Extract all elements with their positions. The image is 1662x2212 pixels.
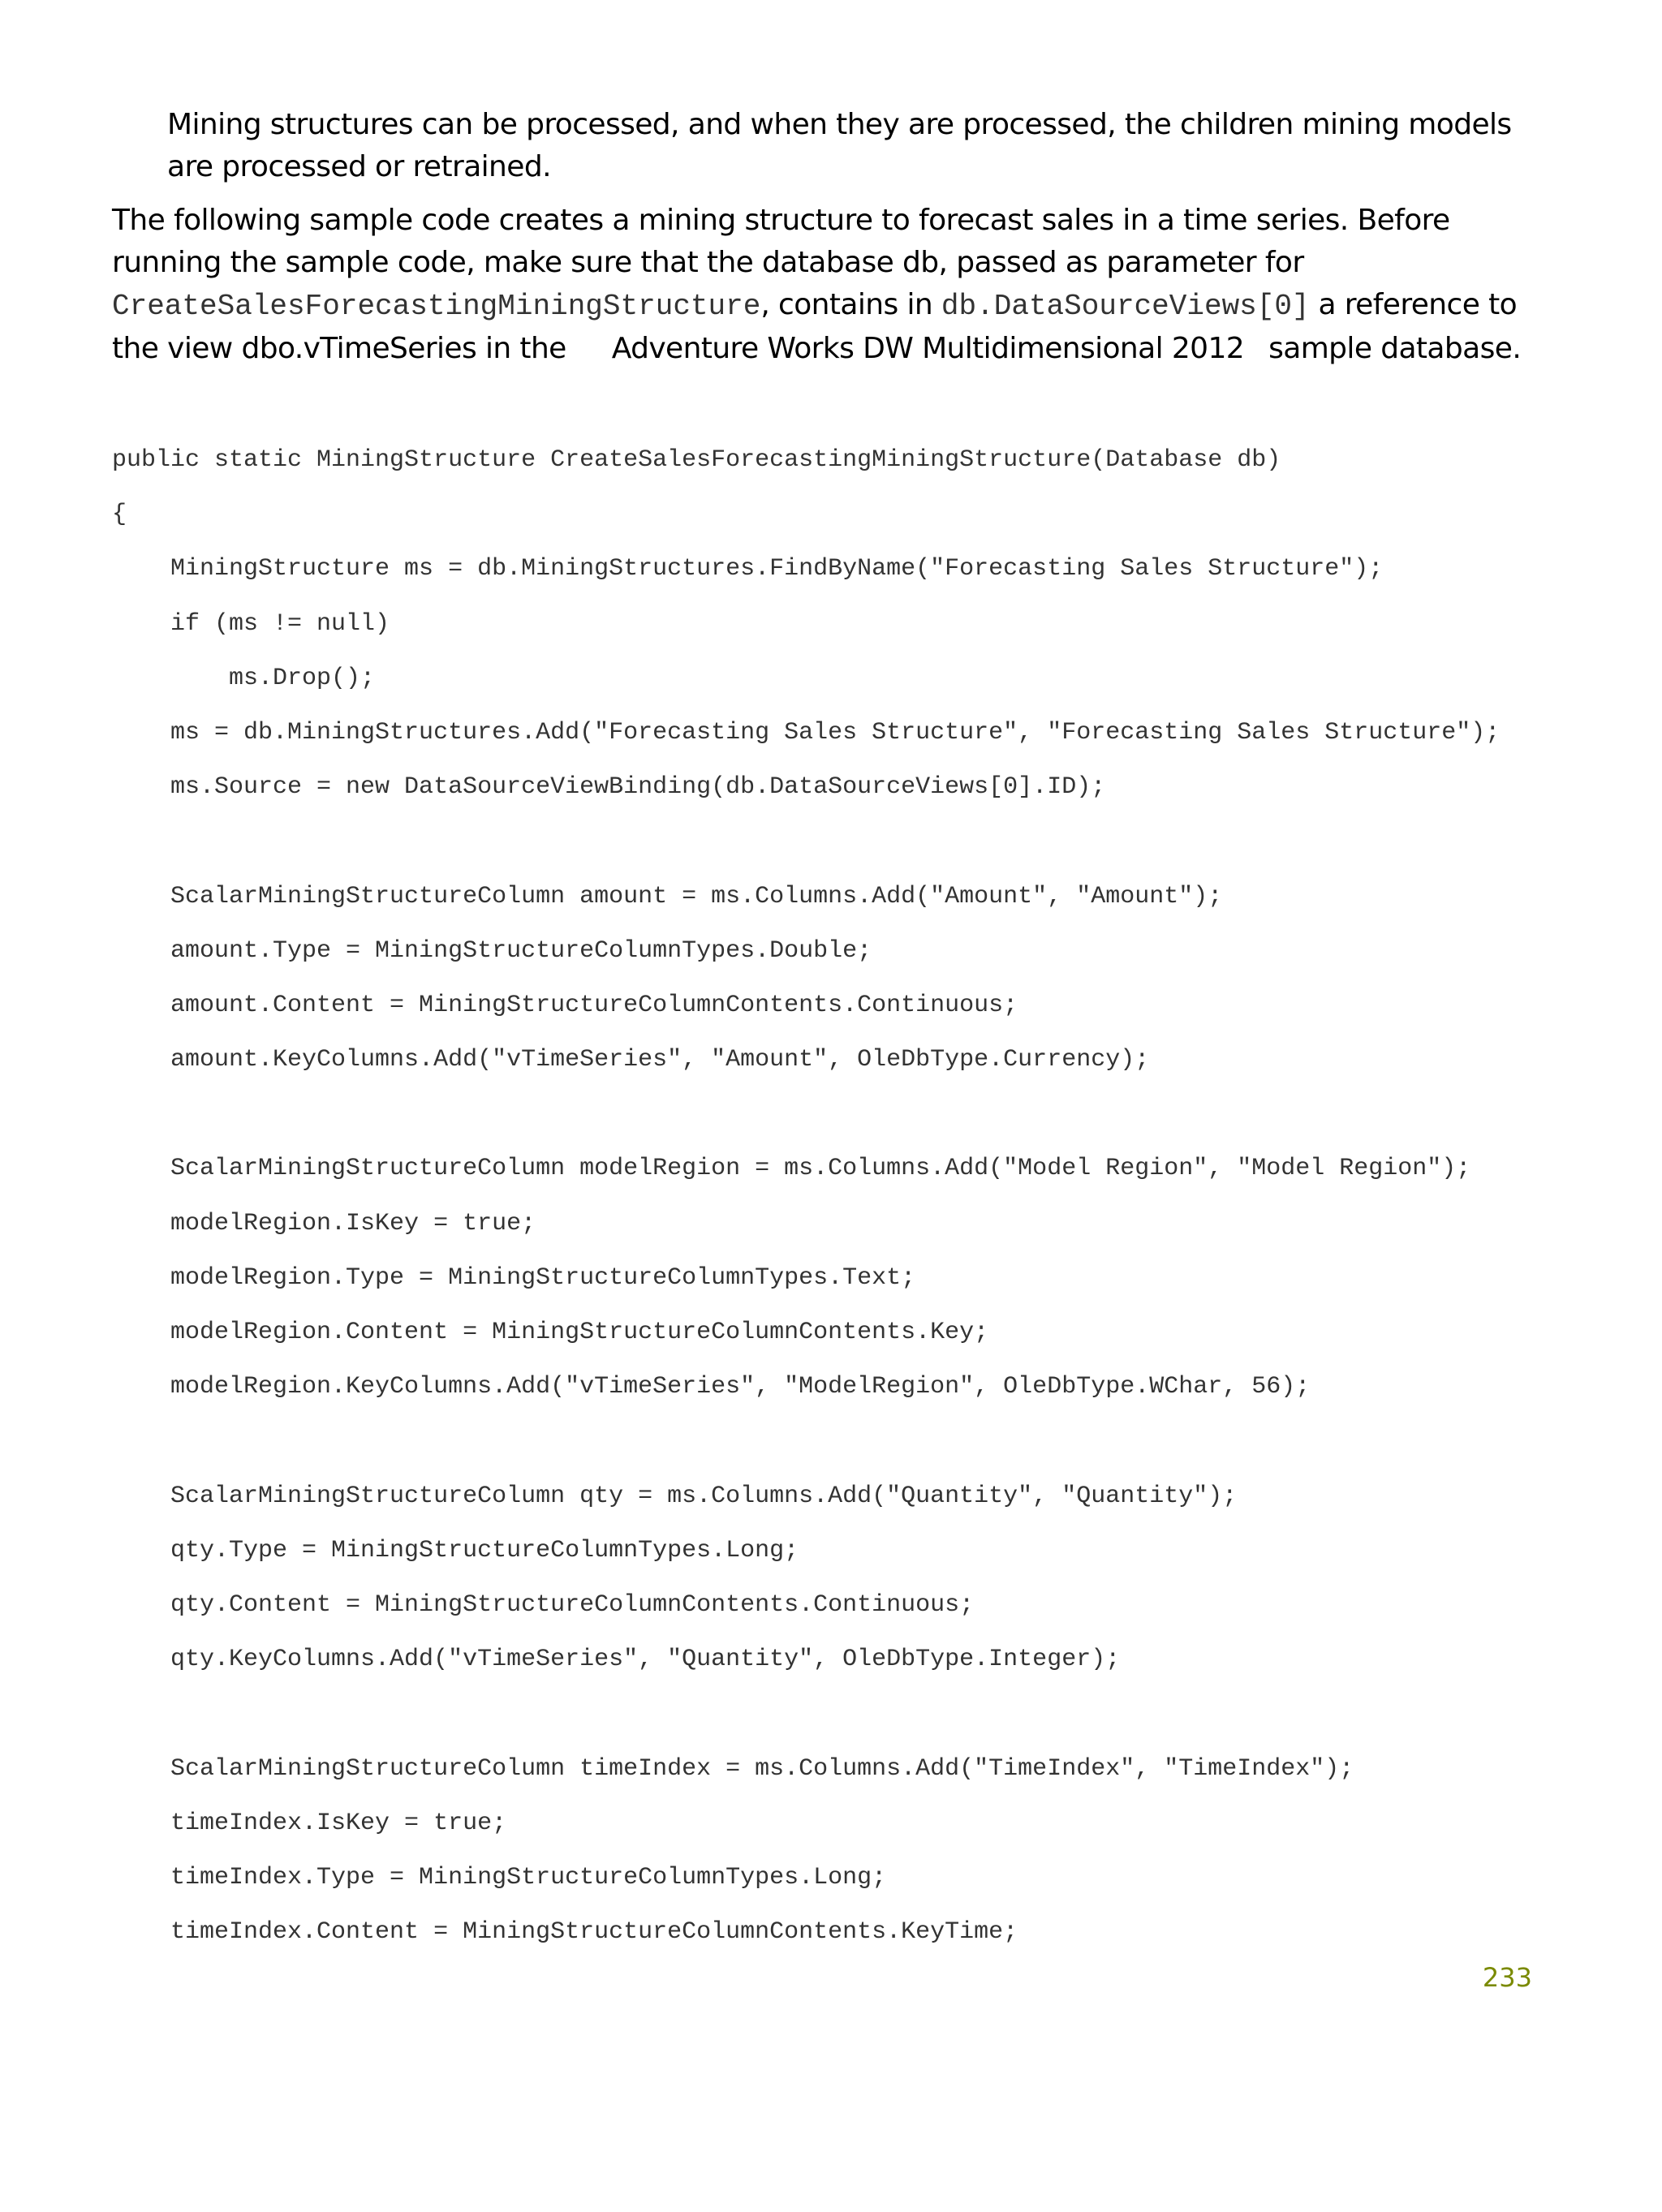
code-line: amount.Type = MiningStructureColumnTypes.Double;	[112, 936, 872, 965]
intro-paragraph	[112, 200, 1540, 370]
code-line: modelRegion.KeyColumns.Add("vTimeSeries", "ModelRegion", OleDbType.WChar, 56);	[112, 1373, 1311, 1401]
code-line: timeIndex.IsKey = true;	[112, 1809, 507, 1837]
page-number: 233	[1482, 1962, 1532, 1993]
code-line-blank	[112, 1414, 1613, 1469]
inline-code-method-name: CreateSalesForecastingMiningStructure	[112, 290, 761, 323]
code-line: ms.Source = new DataSourceViewBinding(db.DataSourceViews[0].ID);	[112, 773, 1106, 802]
processing-note-paragraph	[167, 104, 1547, 188]
processing-note-text: Mining structures can be processed, and when they are processed, the children mining models are processed or retrained.	[167, 108, 1512, 183]
code-sample-block	[112, 433, 1613, 1960]
code-line: if (ms != null)	[112, 609, 390, 638]
intro-text-part2: , contains in	[760, 288, 941, 321]
code-line: public static MiningStructure CreateSalesForecastingMiningStructure(Database db)	[112, 446, 1281, 474]
code-line: timeIndex.Type = MiningStructureColumnTypes.Long;	[112, 1863, 887, 1891]
code-line-blank	[112, 1687, 1613, 1741]
sample-database-name: Adventure Works DW Multidimensional 2012	[611, 332, 1245, 365]
code-line: qty.KeyColumns.Add("vTimeSeries", "Quantity", OleDbType.Integer);	[112, 1646, 1121, 1674]
code-line: amount.KeyColumns.Add("vTimeSeries", "Amount", OleDbType.Currency);	[112, 1046, 1150, 1074]
code-line: ScalarMiningStructureColumn timeIndex = ms.Columns.Add("TimeIndex", "TimeIndex");	[112, 1754, 1354, 1783]
code-line: MiningStructure ms = db.MiningStructures.FindByName("Forecasting Sales Structure");	[112, 555, 1384, 583]
code-line: modelRegion.Content = MiningStructureColumnContents.Key;	[112, 1319, 989, 1346]
code-line: {	[112, 501, 127, 529]
code-line: ms = db.MiningStructures.Add("Forecasting Sales Structure", "Forecasting Sales Structure");	[112, 718, 1501, 747]
code-line: timeIndex.Content = MiningStructureColumnContents.KeyTime;	[112, 1918, 1018, 1947]
code-line-blank	[112, 1087, 1613, 1142]
code-line: modelRegion.IsKey = true;	[112, 1209, 536, 1237]
inline-code-data-source-view: db.DataSourceViews[0]	[941, 290, 1310, 323]
code-line: qty.Type = MiningStructureColumnTypes.Long;	[112, 1536, 799, 1564]
intro-text-part1: The following sample code creates a mining structure to forecast sales in a time series. Before running the sample code, make sure that the database db, passed as parameter for	[112, 204, 1450, 279]
code-line: ScalarMiningStructureColumn modelRegion = ms.Columns.Add("Model Region", "Model Region");	[112, 1155, 1471, 1183]
intro-text-part3: a reference to the view dbo.vTimeSeries in the	[112, 288, 1518, 365]
code-line: amount.Content = MiningStructureColumnContents.Continuous;	[112, 991, 1018, 1019]
code-line: ScalarMiningStructureColumn qty = ms.Columns.Add("Quantity", "Quantity");	[112, 1482, 1238, 1510]
code-line: modelRegion.Type = MiningStructureColumnTypes.Text;	[112, 1263, 916, 1292]
code-line: qty.Content = MiningStructureColumnContents.Continuous;	[112, 1590, 975, 1619]
intro-text-part4: sample database.	[1268, 332, 1522, 365]
code-line: ScalarMiningStructureColumn amount = ms.Columns.Add("Amount", "Amount");	[112, 882, 1223, 910]
code-line-blank	[112, 815, 1613, 869]
code-line: ms.Drop();	[112, 664, 376, 692]
